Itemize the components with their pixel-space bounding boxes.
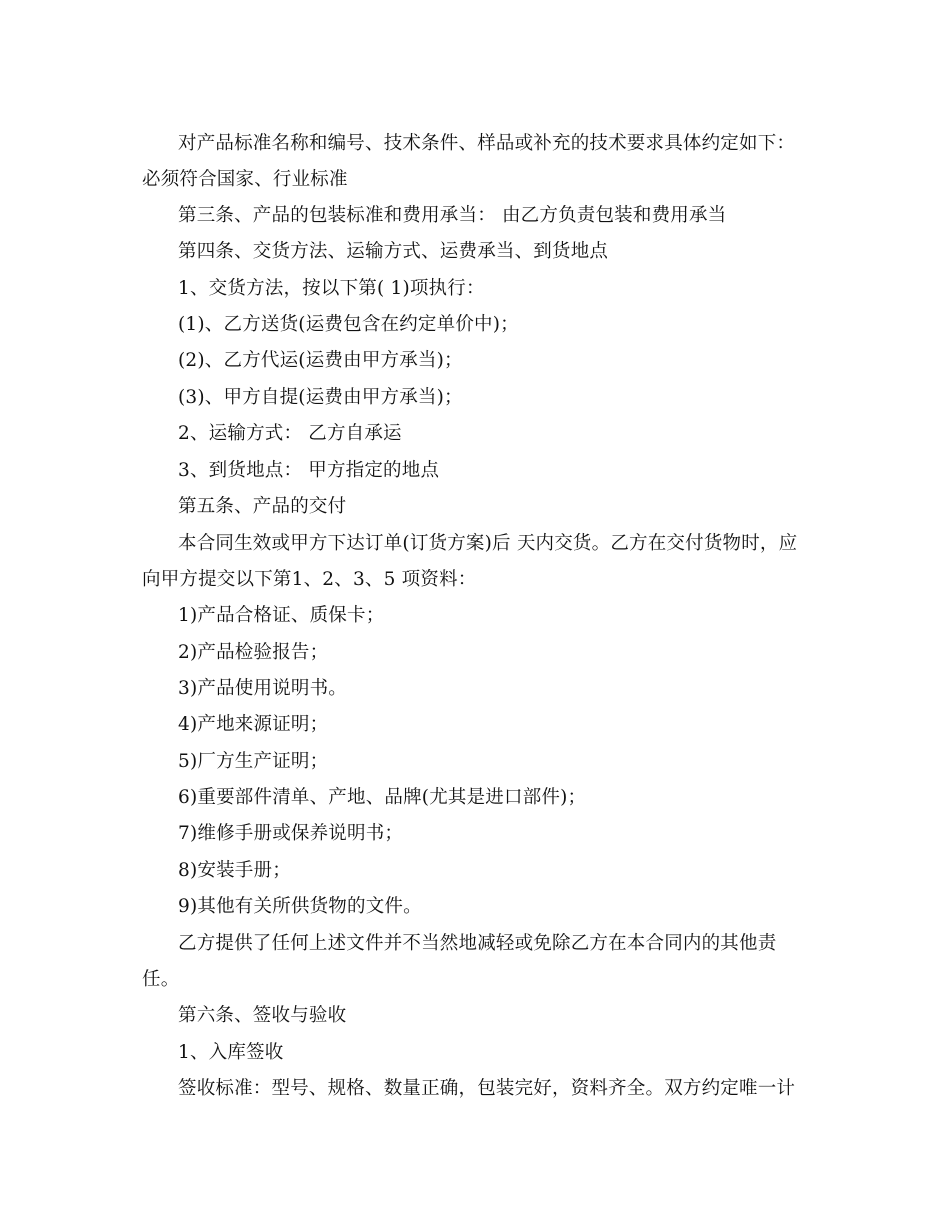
document-list-item-8: 8)安装手册； bbox=[178, 860, 291, 881]
signoff-standard-paragraph: 签收标准：型号、规格、数量正确，包装完好，资料齐全。双方约定唯一计 bbox=[178, 1078, 796, 1099]
document-list-item-6: 6)重要部件清单、产地、品牌(尤其是进口部件)； bbox=[178, 787, 587, 808]
delivery-method-item: 1、交货方法，按以下第( 1)项执行： bbox=[178, 278, 485, 299]
article-5-heading: 第五条、产品的交付 bbox=[178, 496, 347, 517]
delivery-terms-paragraph-cont: 向甲方提交以下第1、2、3、5 项资料： bbox=[142, 569, 477, 590]
document-list-item-3: 3)产品使用说明书。 bbox=[178, 678, 347, 699]
delivery-option-2: (2)、乙方代运(运费由甲方承当)； bbox=[178, 350, 463, 371]
delivery-option-3: (3)、甲方自提(运费由甲方承当)； bbox=[178, 387, 463, 408]
document-list-item-7: 7)维修手册或保养说明书； bbox=[178, 823, 404, 844]
delivery-option-1: (1)、乙方送货(运费包含在约定单价中)； bbox=[178, 314, 519, 335]
document-list-item-9: 9)其他有关所供货物的文件。 bbox=[178, 896, 422, 917]
storage-signoff-item: 1、入库签收 bbox=[178, 1042, 284, 1063]
document-list-item-2: 2)产品检验报告； bbox=[178, 642, 329, 663]
article-3-packaging: 第三条、产品的包装标准和费用承当： 由乙方负责包装和费用承当 bbox=[178, 205, 727, 226]
transport-method-item: 2、运输方式： 乙方自承运 bbox=[178, 423, 402, 444]
paragraph-product-standard: 对产品标准名称和编号、技术条件、样品或补充的技术要求具体约定如下： bbox=[178, 133, 796, 154]
document-list-item-4: 4)产地来源证明； bbox=[178, 714, 329, 735]
delivery-location-item: 3、到货地点： 甲方指定的地点 bbox=[178, 460, 440, 481]
document-list-item-1: 1)产品合格证、质保卡； bbox=[178, 605, 385, 626]
liability-paragraph: 乙方提供了任何上述文件并不当然地减轻或免除乙方在本合同内的其他责 bbox=[178, 933, 777, 954]
liability-paragraph-cont: 任。 bbox=[142, 969, 180, 990]
article-6-heading: 第六条、签收与验收 bbox=[178, 1005, 347, 1026]
document-list-item-5: 5)厂方生产证明； bbox=[178, 751, 329, 772]
paragraph-product-standard-cont: 必须符合国家、行业标准 bbox=[142, 169, 348, 190]
article-4-heading: 第四条、交货方法、运输方式、运费承当、到货地点 bbox=[178, 241, 609, 262]
delivery-terms-paragraph: 本合同生效或甲方下达订单(订货方案)后 天内交货。乙方在交付货物时，应 bbox=[178, 533, 798, 554]
